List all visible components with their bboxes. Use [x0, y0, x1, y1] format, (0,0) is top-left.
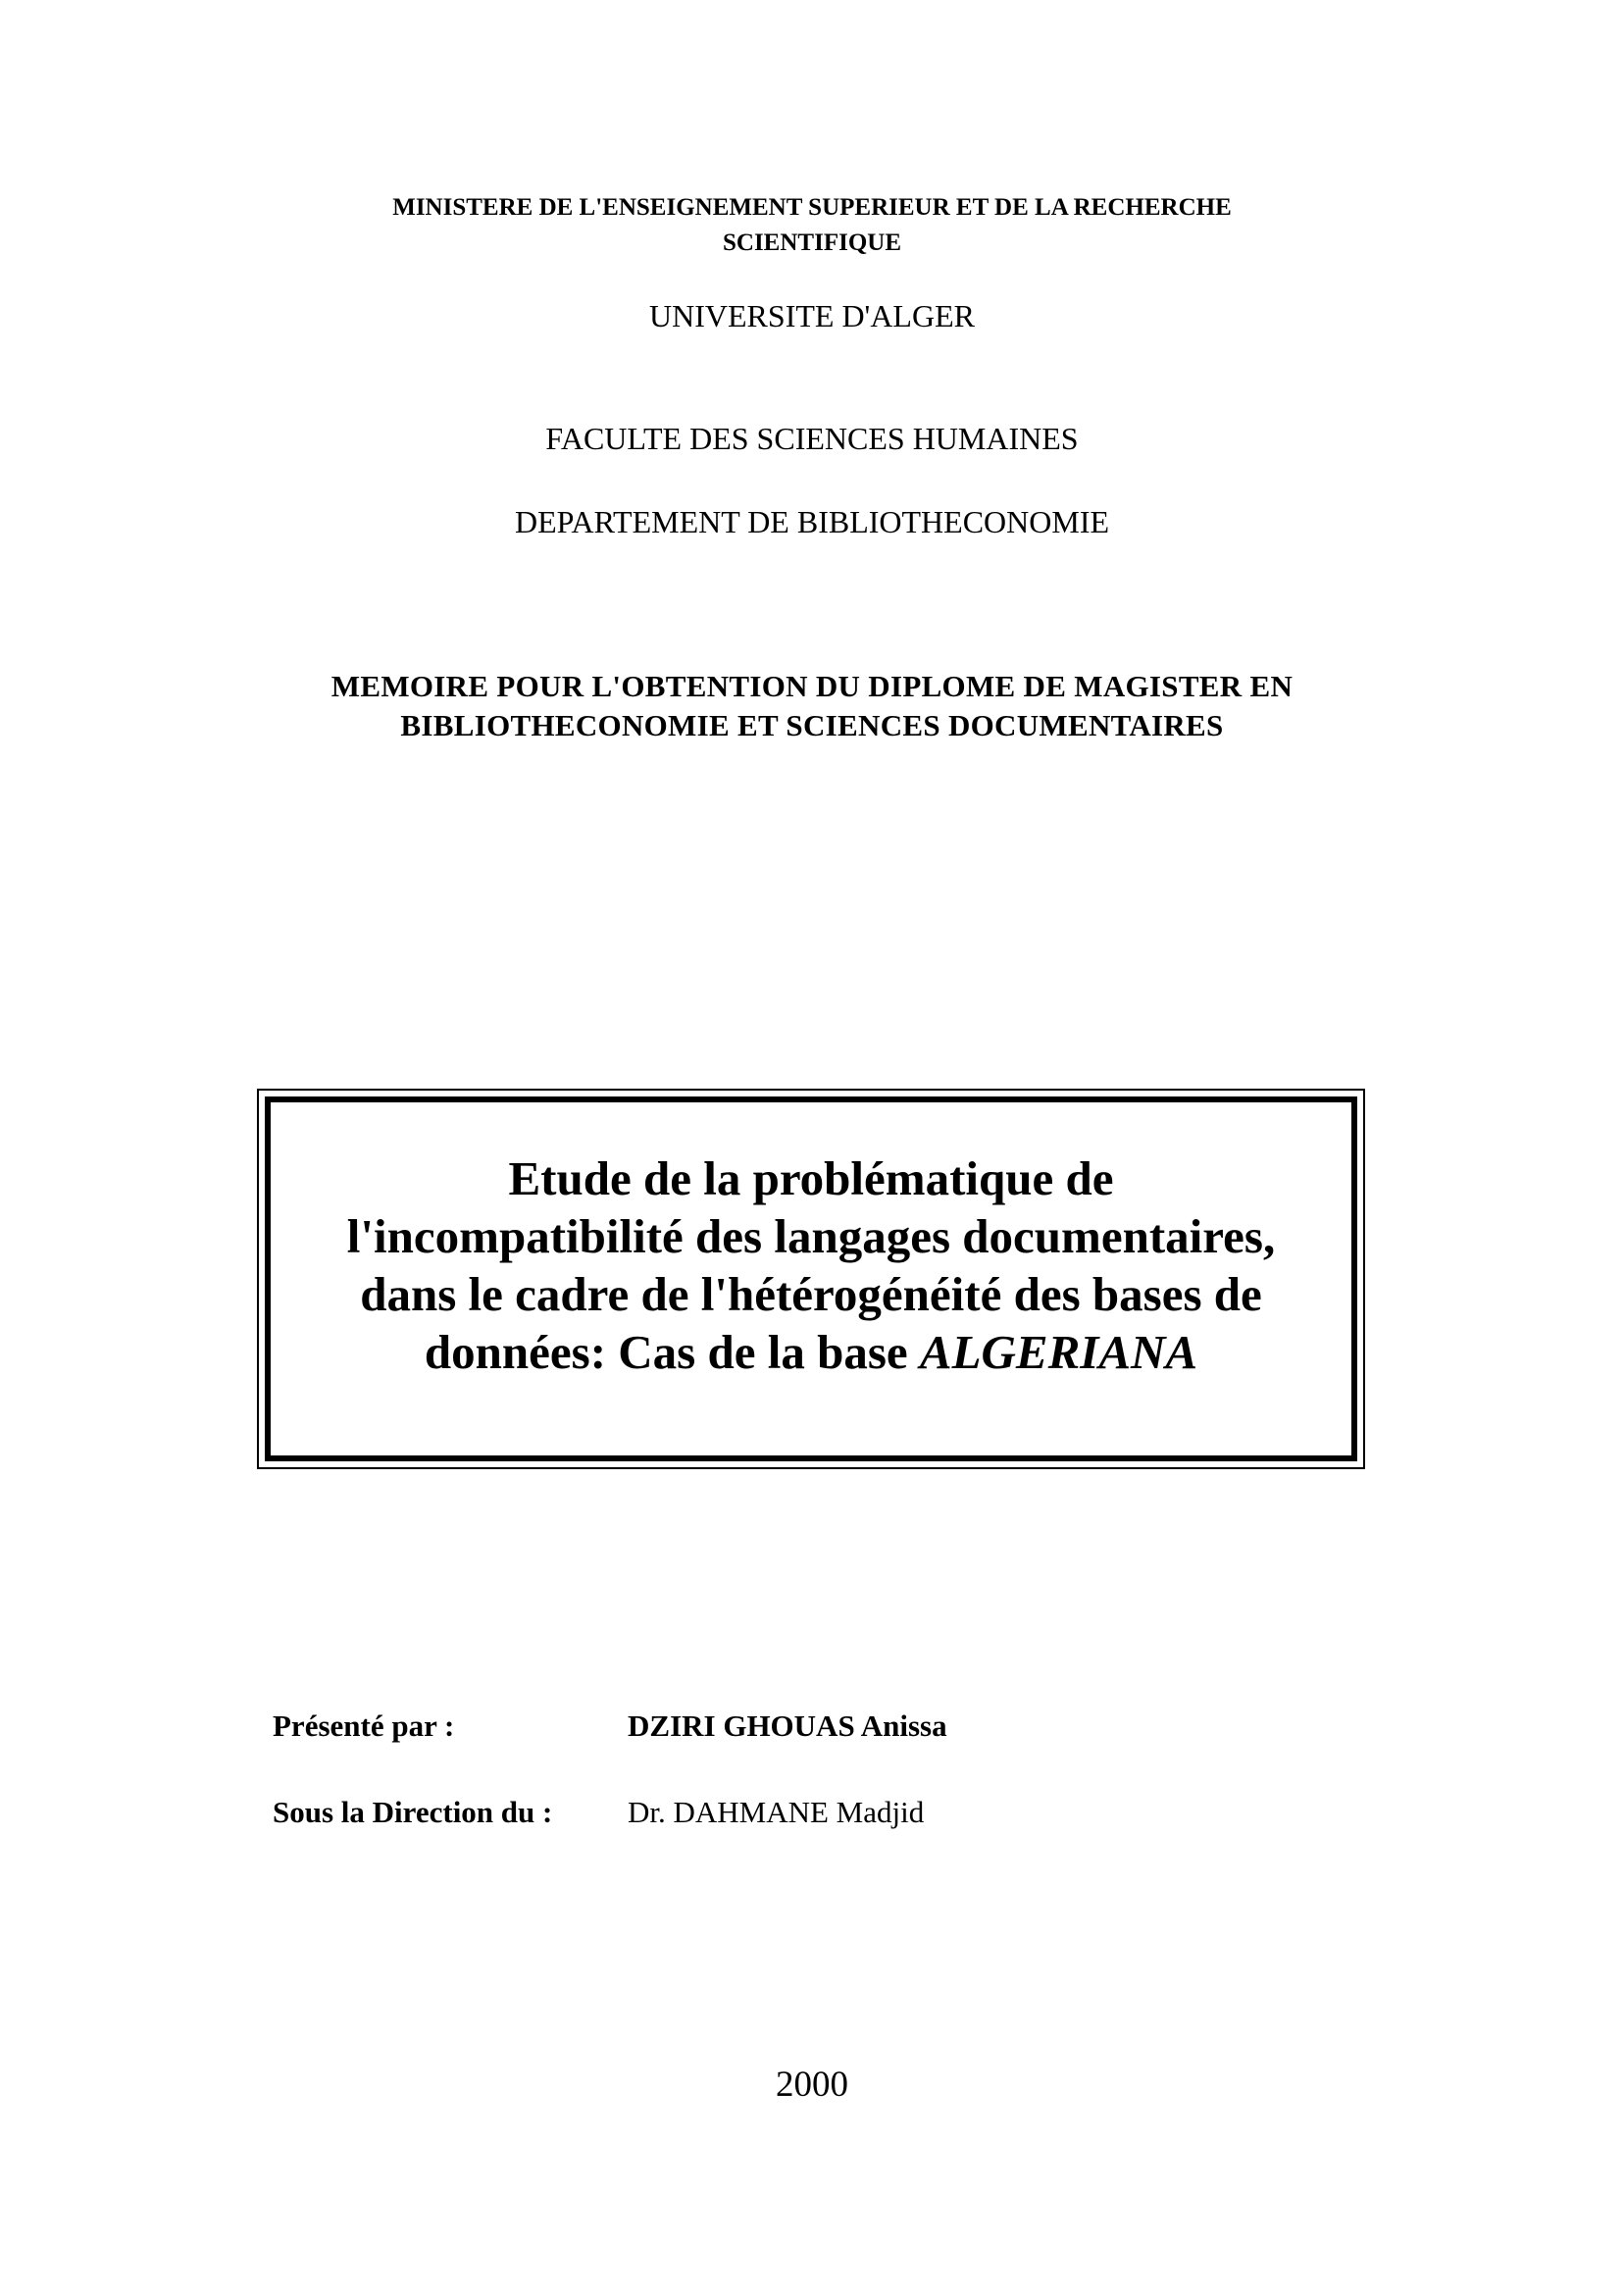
title-box — [257, 1089, 1365, 1469]
faculty-name: FACULTE DES SCIENCES HUMAINES — [545, 421, 1079, 456]
title-line-2: l'incompatibilité des langages documentaires, — [346, 1209, 1276, 1263]
title-line-4 — [259, 1323, 1363, 1381]
university-name: UNIVERSITE D'ALGER — [649, 298, 975, 333]
ministry-line-1: MINISTERE DE L'ENSEIGNEMENT SUPERIEUR ET DE LA RECHERCHE — [392, 194, 1232, 221]
year: 2000 — [776, 2065, 848, 2105]
supervisor-label: Sous la Direction du : — [273, 1795, 553, 1829]
memoire-line-2: BIBLIOTHECONOMIE ET SCIENCES DOCUMENTAIRES — [400, 708, 1224, 742]
thesis-title — [259, 1149, 1363, 1381]
ministry-line-2: SCIENTIFIQUE — [723, 229, 901, 256]
memoire-line-1: MEMOIRE POUR L'OBTENTION DU DIPLOME DE MAGISTER EN — [330, 669, 1294, 703]
title-line-4-emphasis: ALGERIANA — [919, 1325, 1198, 1379]
title-line-4-prefix: données: Cas de la base — [424, 1325, 920, 1379]
department-name: DEPARTEMENT DE BIBLIOTHECONOMIE — [514, 504, 1110, 539]
author-name: DZIRI GHOUAS Anissa — [628, 1708, 947, 1743]
title-line-1: Etude de la problématique de — [508, 1151, 1114, 1205]
presented-by-label: Présenté par : — [273, 1708, 455, 1743]
supervisor-name: Dr. DAHMANE Madjid — [628, 1795, 925, 1829]
title-line-3: dans le cadre de l'hétérogénéité des bases de — [360, 1267, 1262, 1321]
